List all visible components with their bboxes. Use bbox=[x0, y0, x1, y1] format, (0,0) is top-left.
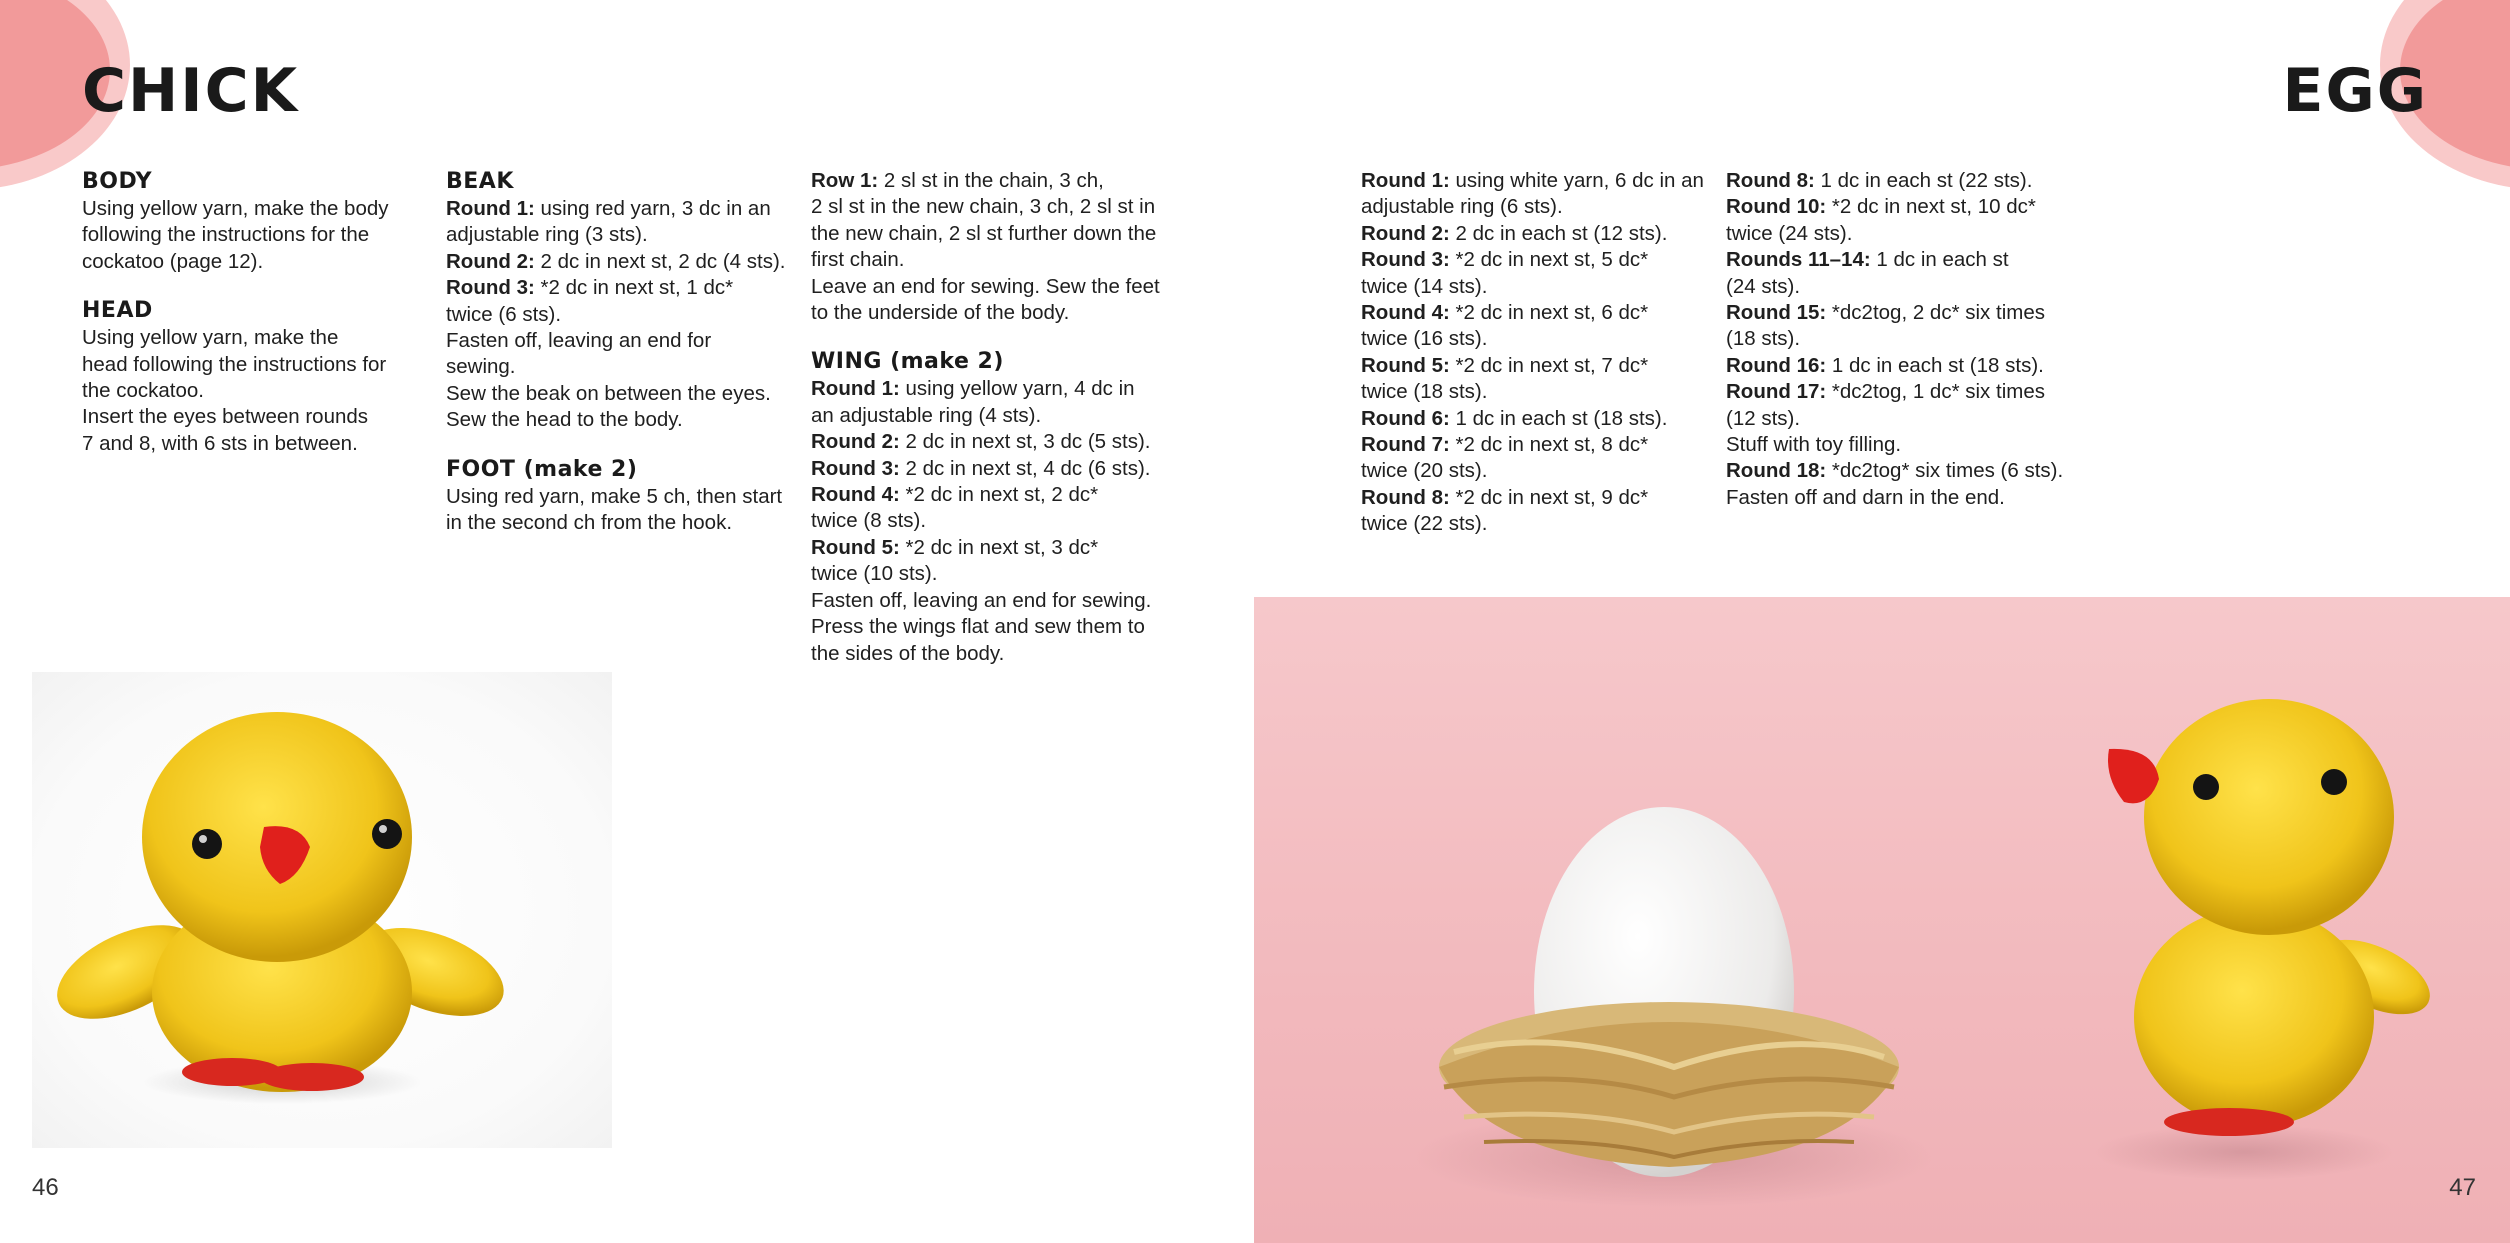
section-heading: WING (make 2) bbox=[811, 349, 1004, 375]
instruction-text: twice (6 sts). bbox=[446, 302, 562, 326]
instruction-text: an adjustable ring (4 sts). bbox=[811, 403, 1042, 427]
round-label: Round 4: bbox=[1361, 301, 1450, 325]
instruction-text: twice (10 sts). bbox=[811, 562, 938, 586]
instruction-line bbox=[1726, 300, 2076, 326]
instruction-text: twice (16 sts). bbox=[1361, 327, 1488, 351]
instruction-text: *2 dc in next st, 9 dc* bbox=[1449, 485, 1649, 509]
instruction-text: Using red yarn, make 5 ch, then start bbox=[446, 484, 783, 508]
instruction-text: to the underside of the body. bbox=[811, 301, 1070, 325]
instruction-line bbox=[82, 352, 412, 378]
instruction-line bbox=[446, 484, 786, 510]
instruction-text: Press the wings flat and sew them to bbox=[811, 615, 1145, 639]
instruction-text: 2 dc in next st, 2 dc (4 sts). bbox=[534, 249, 786, 273]
instruction-text: the cockatoo. bbox=[82, 379, 204, 403]
round-label: Round 3: bbox=[446, 276, 535, 300]
instruction-text: adjustable ring (6 sts). bbox=[1361, 195, 1563, 219]
instruction-line bbox=[811, 221, 1161, 247]
instruction-line bbox=[811, 456, 1161, 482]
instruction-text: 2 dc in next st, 4 dc (6 sts). bbox=[899, 456, 1151, 480]
instruction-line bbox=[82, 325, 412, 351]
instruction-text: 7 and 8, with 6 sts in between. bbox=[82, 431, 358, 455]
section-heading: BEAK bbox=[446, 169, 514, 194]
instruction-line bbox=[1361, 406, 1711, 432]
instruction-text: adjustable ring (3 sts). bbox=[446, 223, 648, 247]
round-label: Round 3: bbox=[1361, 248, 1450, 272]
instruction-line bbox=[1361, 353, 1711, 379]
instruction-text: Fasten off and darn in the end. bbox=[1726, 485, 2005, 509]
page-number-right: 47 bbox=[2449, 1174, 2476, 1201]
instruction-text: cockatoo (page 12). bbox=[82, 249, 264, 273]
instruction-text: using white yarn, 6 dc in an bbox=[1449, 169, 1704, 192]
round-label: Round 6: bbox=[1361, 406, 1450, 430]
instruction-text: twice (24 sts). bbox=[1726, 221, 1853, 245]
instruction-line bbox=[82, 222, 412, 248]
pattern-column bbox=[1361, 168, 1711, 538]
photo-crochet-egg-and-chick bbox=[1254, 597, 2510, 1243]
page-title-chick: CHICK bbox=[82, 56, 300, 126]
instruction-text: 2 dc in next st, 3 dc (5 sts). bbox=[899, 430, 1151, 454]
round-label: Round 2: bbox=[1361, 221, 1450, 245]
instruction-line bbox=[1361, 300, 1711, 326]
instruction-text: Stuff with toy filling. bbox=[1726, 433, 1902, 457]
photo-crochet-chick bbox=[32, 672, 612, 1148]
round-label: Round 4: bbox=[811, 483, 900, 507]
instruction-line bbox=[1361, 168, 1711, 194]
page-number-left: 46 bbox=[32, 1174, 59, 1201]
round-label: Round 18: bbox=[1726, 459, 1827, 483]
instruction-line bbox=[1726, 326, 2076, 352]
instruction-line bbox=[1726, 274, 2076, 300]
instruction-text: Sew the beak on between the eyes. bbox=[446, 381, 771, 405]
round-label: Round 10: bbox=[1726, 195, 1827, 219]
round-label: Round 8: bbox=[1726, 169, 1815, 192]
instruction-line bbox=[1361, 458, 1711, 484]
instruction-line bbox=[1726, 379, 2076, 405]
instruction-text: twice (22 sts). bbox=[1361, 512, 1488, 536]
instruction-line bbox=[446, 510, 786, 536]
instruction-text: Insert the eyes between rounds bbox=[82, 405, 369, 429]
instruction-text: *2 dc in next st, 2 dc* bbox=[899, 483, 1099, 507]
instruction-line bbox=[811, 247, 1161, 273]
instruction-line bbox=[811, 376, 1161, 402]
instruction-line bbox=[82, 196, 412, 222]
instruction-text: 2 dc in each st (12 sts). bbox=[1449, 221, 1668, 245]
instruction-line bbox=[1361, 379, 1711, 405]
instruction-text: *dc2tog, 1 dc* six times bbox=[1826, 380, 2045, 404]
instruction-text: using yellow yarn, 4 dc in bbox=[899, 377, 1135, 401]
instruction-line bbox=[446, 407, 786, 433]
instruction-line bbox=[811, 168, 1161, 194]
round-label: Row 1: bbox=[811, 169, 879, 192]
instruction-line bbox=[1361, 485, 1711, 511]
instruction-text: following the instructions for the bbox=[82, 223, 370, 247]
instruction-line bbox=[1726, 353, 2076, 379]
instruction-line bbox=[1726, 406, 2076, 432]
round-label: Round 2: bbox=[811, 430, 900, 454]
section-heading: HEAD bbox=[82, 298, 153, 324]
instruction-line bbox=[811, 194, 1161, 220]
instruction-line bbox=[811, 403, 1161, 429]
round-label: Round 3: bbox=[811, 456, 900, 480]
instruction-text: 1 dc in each st (18 sts). bbox=[1826, 353, 2044, 377]
instruction-line bbox=[1726, 458, 2076, 484]
instruction-line bbox=[1361, 194, 1711, 220]
instruction-text: (18 sts). bbox=[1726, 327, 1801, 351]
instruction-line bbox=[1361, 326, 1711, 352]
instruction-text: the new chain, 2 sl st further down the bbox=[811, 221, 1157, 245]
pattern-section bbox=[82, 168, 412, 275]
instruction-line bbox=[446, 381, 786, 407]
instruction-line bbox=[1361, 432, 1711, 458]
instruction-text: twice (14 sts). bbox=[1361, 274, 1488, 298]
instruction-text: *2 dc in next st, 7 dc* bbox=[1449, 353, 1649, 377]
egg-nest-illustration bbox=[1254, 597, 2510, 1243]
instruction-text: twice (20 sts). bbox=[1361, 459, 1488, 483]
instruction-line bbox=[82, 404, 412, 430]
instruction-line bbox=[1361, 511, 1711, 537]
pattern-section bbox=[446, 168, 786, 434]
round-label: Round 1: bbox=[1361, 169, 1450, 192]
pattern-column bbox=[811, 168, 1161, 667]
instruction-text: Fasten off, leaving an end for sewing. bbox=[446, 329, 712, 379]
instruction-text: (24 sts). bbox=[1726, 274, 1801, 298]
pattern-section bbox=[82, 297, 412, 457]
instruction-line bbox=[811, 641, 1161, 667]
instruction-text: *2 dc in next st, 10 dc* bbox=[1826, 195, 2036, 219]
round-label: Round 5: bbox=[1361, 353, 1450, 377]
instruction-text: *2 dc in next st, 5 dc* bbox=[1449, 248, 1649, 272]
instruction-line bbox=[811, 614, 1161, 640]
pattern-column bbox=[82, 168, 412, 457]
instruction-line bbox=[1361, 221, 1711, 247]
instruction-line bbox=[1361, 247, 1711, 273]
instruction-line bbox=[82, 431, 412, 457]
instruction-text: *dc2tog, 2 dc* six times bbox=[1826, 301, 2045, 325]
instruction-text: (12 sts). bbox=[1726, 406, 1801, 430]
pattern-column bbox=[1726, 168, 2076, 511]
instruction-text: Leave an end for sewing. Sew the feet bbox=[811, 274, 1160, 298]
instruction-line bbox=[811, 561, 1161, 587]
instruction-line bbox=[1726, 221, 2076, 247]
instruction-line bbox=[82, 378, 412, 404]
instruction-line bbox=[811, 482, 1161, 508]
instruction-text: first chain. bbox=[811, 248, 905, 272]
instruction-line bbox=[446, 196, 786, 222]
instruction-line bbox=[1726, 194, 2076, 220]
instruction-text: head following the instructions for bbox=[82, 352, 387, 376]
round-label: Round 17: bbox=[1726, 380, 1827, 404]
instruction-text: Using yellow yarn, make the bbox=[82, 326, 339, 350]
section-heading: BODY bbox=[82, 169, 153, 194]
round-label: Round 7: bbox=[1361, 433, 1450, 457]
pattern-column bbox=[446, 168, 786, 536]
instruction-line bbox=[811, 274, 1161, 300]
instruction-text: in the second ch from the hook. bbox=[446, 511, 733, 535]
instruction-line bbox=[811, 588, 1161, 614]
round-label: Round 16: bbox=[1726, 353, 1827, 377]
round-label: Round 2: bbox=[446, 249, 535, 273]
instruction-text: using red yarn, 3 dc in an bbox=[534, 197, 771, 220]
page-title-egg: EGG bbox=[2282, 56, 2428, 126]
instruction-text: *2 dc in next st, 8 dc* bbox=[1449, 433, 1649, 457]
instruction-text: 1 dc in each st (22 sts). bbox=[1814, 169, 2033, 192]
round-label: Round 1: bbox=[446, 197, 535, 220]
instruction-text: 2 sl st in the new chain, 3 ch, 2 sl st in bbox=[811, 195, 1156, 219]
round-label: Rounds 11–14: bbox=[1726, 248, 1871, 272]
instruction-line bbox=[811, 429, 1161, 455]
instruction-text: twice (18 sts). bbox=[1361, 380, 1488, 404]
instruction-text: *dc2tog* six times (6 sts). bbox=[1826, 459, 2064, 483]
instruction-text: *2 dc in next st, 1 dc* bbox=[534, 276, 734, 300]
instruction-line bbox=[1726, 432, 2076, 458]
instruction-line bbox=[1726, 168, 2076, 194]
round-label: Round 15: bbox=[1726, 301, 1827, 325]
pattern-section bbox=[446, 456, 786, 537]
chick-illustration bbox=[32, 672, 612, 1148]
instruction-text: 2 sl st in the chain, 3 ch, bbox=[878, 169, 1104, 192]
pattern-section bbox=[1361, 168, 1711, 538]
instruction-line bbox=[446, 328, 786, 381]
instruction-text: Using yellow yarn, make the body bbox=[82, 197, 389, 220]
pattern-section bbox=[1726, 168, 2076, 511]
instruction-line bbox=[811, 535, 1161, 561]
instruction-line bbox=[811, 300, 1161, 326]
instruction-text: twice (8 sts). bbox=[811, 509, 927, 533]
instruction-line bbox=[446, 249, 786, 275]
instruction-text: 1 dc in each st (18 sts). bbox=[1449, 406, 1668, 430]
round-label: Round 1: bbox=[811, 377, 900, 401]
round-label: Round 5: bbox=[811, 535, 900, 559]
instruction-line bbox=[811, 508, 1161, 534]
instruction-line bbox=[82, 249, 412, 275]
instruction-text: Sew the head to the body. bbox=[446, 408, 683, 432]
instruction-line bbox=[1726, 247, 2076, 273]
instruction-text: 1 dc in each st bbox=[1870, 248, 2009, 272]
pattern-section bbox=[811, 168, 1161, 326]
instruction-text: *2 dc in next st, 3 dc* bbox=[899, 535, 1099, 559]
instruction-line bbox=[1726, 485, 2076, 511]
instruction-text: the sides of the body. bbox=[811, 641, 1005, 665]
instruction-line bbox=[446, 302, 786, 328]
instruction-line bbox=[446, 275, 786, 301]
pattern-section bbox=[811, 348, 1161, 666]
instruction-line bbox=[446, 222, 786, 248]
instruction-line bbox=[1361, 274, 1711, 300]
section-heading: FOOT (make 2) bbox=[446, 456, 638, 482]
instruction-text: Fasten off, leaving an end for sewing. bbox=[811, 588, 1152, 612]
instruction-text: *2 dc in next st, 6 dc* bbox=[1449, 301, 1649, 325]
round-label: Round 8: bbox=[1361, 485, 1450, 509]
